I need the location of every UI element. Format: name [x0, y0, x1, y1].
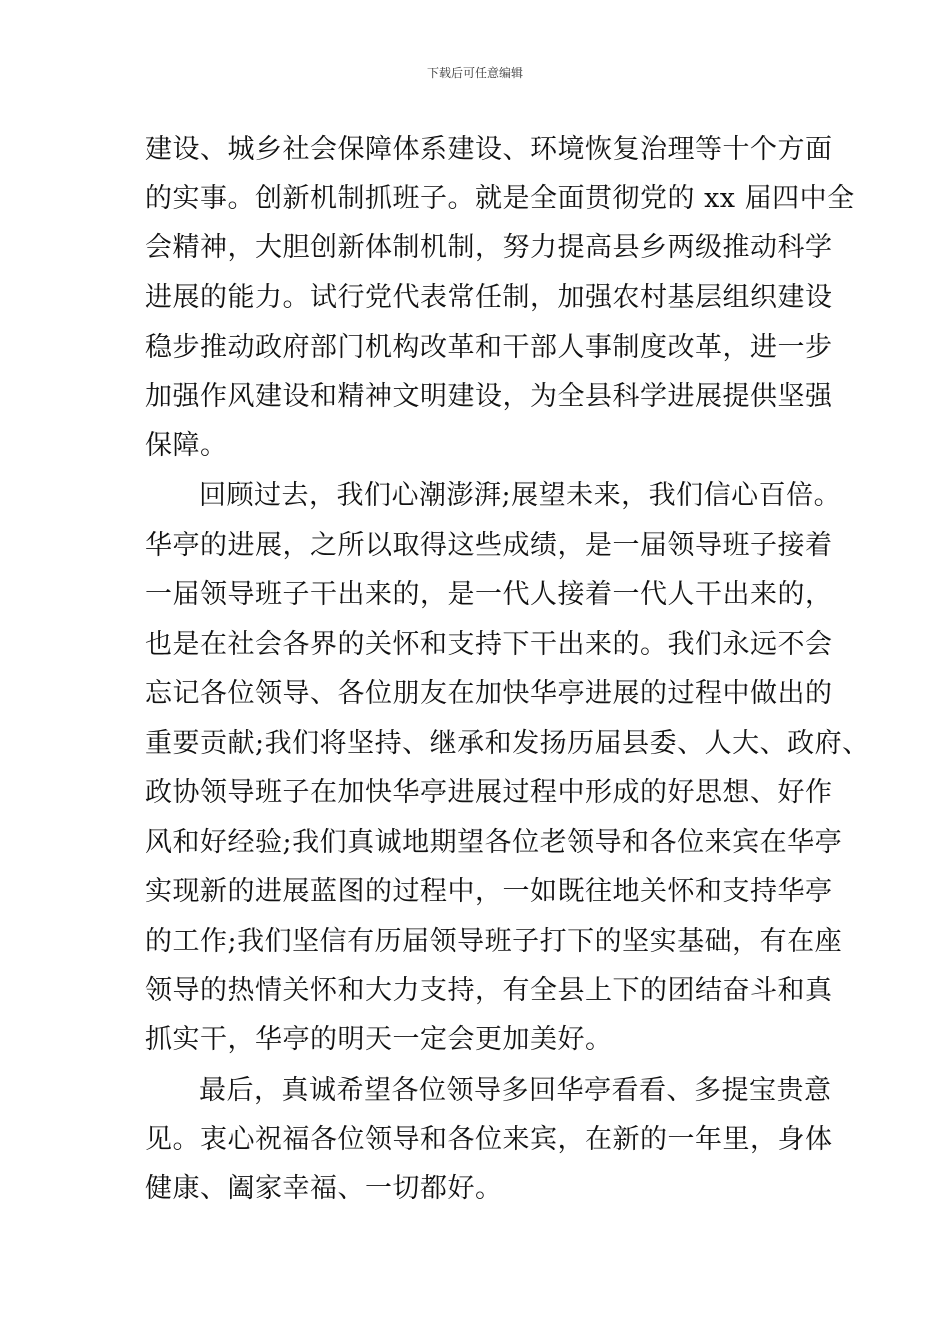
text-line: 的实事。创新机制抓班子。就是全面贯彻党的 xx 届四中全: [145, 183, 855, 214]
page-header: 下载后可任意编辑: [426, 66, 523, 80]
text-line: 领导的热情关怀和大力支持，有全县上下的团结奋斗和真: [145, 975, 833, 1006]
text-line: 进展的能力。试行党代表常任制，加强农村基层组织建设: [145, 282, 833, 313]
text-line: 抓实干，华亭的明天一定会更加美好。: [145, 1024, 613, 1055]
text-line: 回顾过去，我们心潮澎湃;展望未来，我们信心百倍。: [199, 480, 842, 511]
text-line: 忘记各位领导、各位朋友在加快华亭进展的过程中做出的: [145, 678, 833, 709]
text-line: 政协领导班子在加快华亭进展过程中形成的好思想、好作: [145, 777, 833, 808]
text-line: 最后，真诚希望各位领导多回华亭看看、多提宝贵意: [199, 1075, 832, 1106]
text-line: 保障。: [145, 430, 228, 461]
text-line: 实现新的进展蓝图的过程中，一如既往地关怀和支持华亭: [145, 876, 833, 907]
text-line: 健康、阖家幸福、一切都好。: [145, 1173, 503, 1204]
text-line: 风和好经验;我们真诚地期望各位老领导和各位来宾在华亭: [145, 827, 843, 858]
text-line: 华亭的进展，之所以取得这些成绩，是一届领导班子接着: [145, 530, 833, 561]
text-line: 稳步推动政府部门机构改革和干部人事制度改革，进一步: [145, 332, 833, 363]
text-line: 见。衷心祝福各位领导和各位来宾，在新的一年里，身体: [145, 1124, 833, 1155]
text-line: 加强作风建设和精神文明建设，为全县科学进展提供坚强: [145, 381, 833, 412]
text-line: 也是在社会各界的关怀和支持下干出来的。我们永远不会: [145, 629, 833, 660]
text-line: 重要贡献;我们将坚持、继承和发扬历届县委、人大、政府、: [145, 728, 870, 759]
text-line: 会精神，大胆创新体制机制，努力提高县乡两级推动科学: [145, 232, 833, 263]
text-line: 的工作;我们坚信有历届领导班子打下的坚实基础，有在座: [145, 926, 843, 957]
text-line: 建设、城乡社会保障体系建设、环境恢复治理等十个方面: [145, 134, 833, 165]
text-line: 一届领导班子干出来的，是一代人接着一代人干出来的，: [145, 579, 833, 610]
